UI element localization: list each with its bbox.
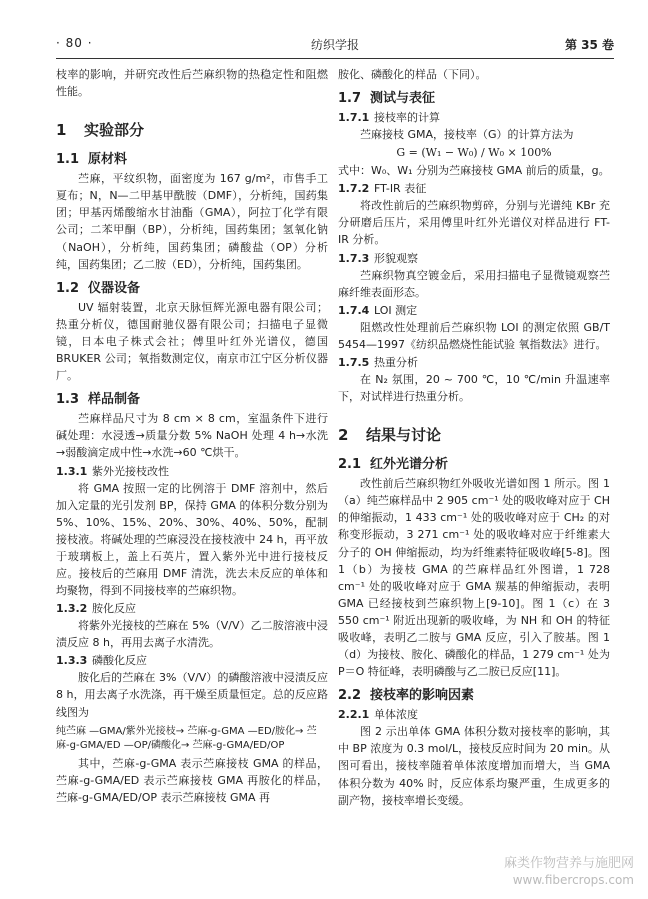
heading-number: 2.2 <box>338 688 362 704</box>
heading-title: 样品制备 <box>88 392 141 408</box>
heading-title: 接枝率的计算 <box>374 111 440 125</box>
subsection-heading <box>338 455 610 474</box>
heading-title: 红外光谱分析 <box>370 457 449 473</box>
body-paragraph: 胺化、磷酸化的样品（下同）。 <box>338 68 487 81</box>
heading-title: 磷酸化反应 <box>92 654 147 668</box>
heading-number: 1.1 <box>56 152 80 168</box>
body-paragraph: 在 N₂ 氛围，20 ~ 700 ℃，10 ℃/min 升温速率下，对试样进行热重分析。 <box>338 372 610 404</box>
running-header <box>56 36 614 54</box>
body-paragraph: 苎麻织物真空镀金后，采用扫描电子显微镜观察苎麻纤维表面形态。 <box>338 268 610 299</box>
site-watermark <box>504 855 634 889</box>
heading-number: 1.7.4 <box>338 303 370 317</box>
subsubsection-heading <box>338 181 610 197</box>
equation: G = (W₁ − W₀) / W₀ × 100% <box>396 146 552 160</box>
subsubsection-heading <box>338 110 610 126</box>
subsubsection-heading <box>338 303 610 319</box>
body-paragraph: 苎麻样品尺寸为 8 cm × 8 cm，室温条件下进行碱处理：水浸透→质量分数 5% NaOH 处理 4 h→水洗→弱酸滴定成中性→水洗→60 ℃烘干。 <box>56 412 328 460</box>
journal-name: 纺织学报 <box>310 38 359 52</box>
heading-number: 1.7.2 <box>338 182 370 196</box>
heading-title: 紫外光接枝改性 <box>92 464 169 478</box>
body-paragraph: 阻燃改性处理前后苎麻织物 LOI 的测定依照 GB/T 5454—1997《纺织品燃烧性能试验 氧指数法》进行。 <box>338 320 610 351</box>
heading-title: FT-IR 表征 <box>374 182 427 196</box>
heading-number: 1.7.3 <box>338 251 370 265</box>
heading-title: 单体浓度 <box>374 708 418 722</box>
heading-number: 1.2 <box>56 280 80 296</box>
reaction-route: 纯苎麻 —GMA/紫外光接枝→ 苎麻-g-GMA —ED/胺化→ 苎麻-g-GMA/ED —OP/磷酸化→ 苎麻-g-GMA/ED/OP <box>56 725 317 751</box>
header-rule <box>56 58 614 59</box>
heading-title: 热重分析 <box>374 355 418 369</box>
heading-number: 1.3 <box>56 392 80 408</box>
heading-title: 接枝率的影响因素 <box>370 688 475 704</box>
heading-number: 1 <box>56 121 67 140</box>
body-paragraph: 将紫外光接枝的苎麻在 5%（V/V）乙二胺溶液中浸渍反应 8 h，再用去离子水清洗。 <box>56 619 328 650</box>
body-paragraph: 将改性前后的苎麻织物剪碎，分别与光谱纯 KBr 充分研磨后压片，采用傅里叶红外光谱仪对样品进行 FT-IR 分析。 <box>338 199 610 247</box>
heading-title: LOI 测定 <box>374 303 418 317</box>
subsection-heading <box>56 279 328 298</box>
body-paragraph: 将 GMA 按照一定的比例溶于 DMF 溶剂中，然后加入定量的光引发剂 BP，保持 GMA 的体积分数分别为 5%、10%、15%、20%、30%、40%、50%，配制接枝液。将碱处理的苎麻浸没在接枝液中 24 h，再平放于玻璃板上，盖上石英片，置入紫外光中进行接枝反应。接枝后的苎麻用 DMF 清洗，洗去未反应的单体和均聚物，得到不同接枝率的苎麻织物。 <box>56 481 328 598</box>
subsubsection-heading <box>338 251 610 267</box>
body-paragraph: 改性前后苎麻织物红外吸收光谱如图 1 所示。图 1（a）纯苎麻样品中 2 905 cm⁻¹ 处的吸收峰对应于 CH 的伸缩振动，1 433 cm⁻¹ 处的吸收峰对应于 CH₂ 的对称变形振动，3 271 cm⁻¹ 处的吸收峰对应于纤维素大分子的 OH 伸缩振动，均为纤维素特征吸收峰[5-8]。图 1（b）为接枝 GMA 的苎麻样品红外图谱，1 728 cm⁻¹ 处的吸收峰对应于 GMA 羰基的伸缩振动，表明 GMA 已经接枝到苎麻织物上[9-10]。图 1（c）在 3 550 cm⁻¹ 附近出现新的吸收峰，为 NH 和 OH 的特征吸收峰，表明乙二胺与 GMA 反应，引入了胺基。图 1（d）为接枝、胺化、磷酸化的样品，1 279 cm⁻¹ 处为 P＝O 特征峰，表明磷酸与乙二胺已反应[11]。 <box>338 477 610 679</box>
heading-number: 2 <box>338 426 349 445</box>
heading-title: 实验部分 <box>84 121 145 140</box>
page-number: · 80 · <box>56 36 93 50</box>
subsection-heading <box>338 89 610 108</box>
subsubsection-heading <box>56 464 328 480</box>
body-paragraph: 其中，苎麻-g-GMA 表示苎麻接枝 GMA 的样品，苎麻-g-GMA/ED 表示苎麻接枝 GMA 再胺化的样品，苎麻-g-GMA/ED/OP 表示苎麻接枝 GMA 再 <box>56 756 328 804</box>
heading-title: 测试与表征 <box>370 91 436 107</box>
body-paragraph: 苎麻接枝 GMA，接枝率（G）的计算方法为 <box>360 128 574 142</box>
watermark-title: 麻类作物营养与施肥网 <box>503 856 634 871</box>
heading-title: 结果与讨论 <box>366 426 442 445</box>
heading-number: 1.3.1 <box>56 464 88 478</box>
body-paragraph: 式中：W₀、W₁ 分别为苎麻接枝 GMA 前后的质量，g。 <box>338 164 610 178</box>
heading-number: 1.7.1 <box>338 111 370 125</box>
body-paragraph: 图 2 示出单体 GMA 体积分数对接枝率的影响，其中 BP 浓度为 0.3 mol/L，接枝反应时间为 20 min。从图可看出，接枝率随着单体浓度增加而增大，当 GMA 体积分数为 40% 时，反应体系均聚严重，生成更多的副产物，接枝率增长变缓。 <box>338 725 610 807</box>
subsubsection-heading <box>56 601 328 617</box>
subsection-heading <box>56 150 328 169</box>
right-column <box>338 66 610 809</box>
heading-number: 1.7.5 <box>338 355 370 369</box>
heading-title: 形貌观察 <box>374 251 418 265</box>
subsubsection-heading <box>338 355 610 371</box>
heading-number: 2.1 <box>338 457 362 473</box>
left-column <box>56 66 328 806</box>
heading-title: 胺化反应 <box>92 602 136 616</box>
heading-title: 原材料 <box>88 152 128 168</box>
section-heading <box>338 425 610 445</box>
heading-number: 1.3.2 <box>56 602 88 616</box>
heading-title: 仪器设备 <box>88 280 141 296</box>
body-paragraph: UV 辐射装置，北京天脉恒辉光源电器有限公司；热重分析仪，德国耐驰仪器有限公司；扫描电子显微镜，日本电子株式会社；傅里叶红外光谱仪，德国 BRUKER 公司；氧指数测定仪，南京市江宁区分析仪器厂。 <box>56 300 328 383</box>
heading-number: 1.7 <box>338 91 362 107</box>
subsubsection-heading <box>56 653 328 669</box>
watermark-url: www.fibercrops.com <box>512 873 634 887</box>
subsubsection-heading <box>338 707 610 723</box>
body-paragraph: 苎麻，平纹织物，面密度为 167 g/m²，市售手工夏布；N，N—二甲基甲酰胺（DMF），分析纯，国药集团；甲基丙烯酸缩水甘油酯（GMA），阿拉丁化学有限公司；二苯甲酮（BP），分析纯，国药集团；氢氧化钠（NaOH），分析纯，国药集团；磷酸盐（OP）分析纯，国药集团；乙二胺（ED），分析纯，国药集团。 <box>56 172 328 271</box>
body-paragraph: 胺化后的苎麻在 3%（V/V）的磷酸溶液中浸渍反应 8 h，用去离子水洗涤，再干燥至质量恒定。总的反应路线图为 <box>56 671 328 719</box>
heading-number: 1.3.3 <box>56 654 88 668</box>
volume-label: 第 35 卷 <box>564 38 614 52</box>
heading-number: 2.2.1 <box>338 708 370 722</box>
subsection-heading <box>338 686 610 705</box>
subsection-heading <box>56 390 328 409</box>
body-paragraph: 枝率的影响，并研究改性后苎麻织物的热稳定性和阻燃性能。 <box>56 68 328 99</box>
section-heading <box>56 120 328 140</box>
